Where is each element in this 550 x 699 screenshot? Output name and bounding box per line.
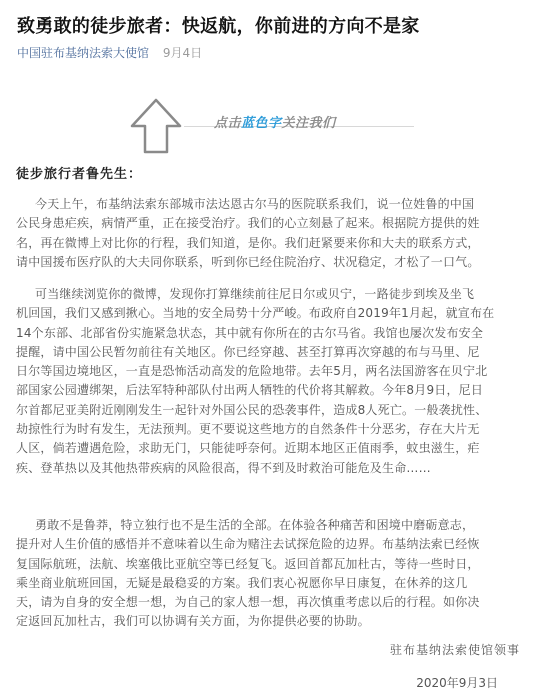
account-name-link[interactable]: 中国驻布基纳法索大使馆 [17, 46, 150, 60]
follow-banner-text[interactable] [214, 112, 336, 131]
letter-signature: 驻布基纳法索使馆领事 [389, 643, 520, 657]
paragraph-line: 劫掠性行为时有发生，无法预判。更不要说这些地方的自然条件十分恶劣，存在大片无 [16, 422, 480, 437]
paragraph-line: 定返回瓦加杜古，我们可以协调有关方面，为你提供必要的协助。 [16, 614, 370, 629]
paragraph-line: 14个东部、北部省份实施紧急状态，其中就有你所在的古尔马省。我馆也屡次发布安全 [16, 325, 484, 340]
follow-highlight[interactable]: 蓝色字 [241, 116, 282, 131]
paragraph-line: 人区，倘若遭遇危险，求助无门，只能徒呼奈何。近期本地区正值雨季，蚊虫滋生，疟 [16, 441, 480, 456]
paragraph-line: 机回国，我们又感到揪心。当地的安全局势十分严峻。布政府自2019年1月起，就宣布在 [16, 306, 495, 321]
paragraph-line: 乘坐商业航班回国，无疑是最稳妥的方案。我们衷心祝愿你早日康复，在休养的这几 [16, 575, 468, 590]
letter-greeting: 徒步旅行者鲁先生： [16, 167, 143, 182]
letter-date: 2020年9月3日 [416, 676, 498, 690]
paragraph-line: 日尔等国边境地区，一直是恐怖活动高发的危险地带。去年5月，两名法国游客在贝宁北 [16, 364, 488, 379]
paragraph-line: 请中国援布医疗队的大夫同你联系，听到你已经住院治疗、状况稳定，才松了一口气。 [16, 254, 480, 269]
paragraph-line: 部国家公园遭绑架，后法军特种部队付出两人牺牲的代价将其解救。今年8月9日，尼日 [16, 383, 484, 398]
paragraph-1 [16, 195, 532, 272]
paragraph-line: 公民身患疟疾，病情严重，正在接受治疗。我们的心立刻悬了起来。根据院方提供的姓 [16, 216, 480, 231]
paragraph-line: 提醒，请中国公民暂勿前往有关地区。你已经穿越、甚至打算再次穿越的布与马里、尼 [16, 344, 480, 359]
paragraph-line: 提升对人生价值的感悟并不意味着以生命为赌注去试探危险的边界。布基纳法索已经恢 [16, 537, 480, 552]
paragraph-line: 复国际航班，法航、埃塞俄比亚航空等已经复飞。返回首都瓦加杜古，等待一些时日， [16, 556, 480, 571]
follow-banner[interactable] [128, 97, 418, 155]
follow-prefix: 点击 [214, 116, 242, 131]
paragraph-line: 勇敢不是鲁莽，特立独行也不是生活的全部。在体验各种痛苦和困境中磨砺意志， [35, 518, 475, 532]
paragraph-line: 天，请为自身的安全想一想，为自己的家人想一想，再次慎重考虑以后的行程。如你决 [16, 595, 480, 610]
up-arrow-icon [128, 97, 184, 155]
paragraph-line: 今天上午，布基纳法索东部城市法达恩古尔马的医院联系我们，说一位姓鲁的中国 [35, 197, 475, 211]
paragraph-3 [16, 516, 532, 632]
follow-suffix: 关注我们 [281, 116, 336, 131]
paragraph-2 [16, 285, 532, 478]
article-meta [17, 44, 202, 61]
paragraph-line: 名，再在微博上对比你的行程，我们知道，是你。我们赶紧要来你和大夫的联系方式， [16, 235, 480, 250]
article-title: 致勇敢的徒步旅者：快返航，你前进的方向不是家 [17, 16, 420, 37]
publish-date: 9月4日 [162, 46, 203, 60]
paragraph-line: 可当继续浏览你的微博，发现你打算继续前往尼日尔或贝宁，一路徒步到埃及坐飞 [35, 287, 475, 301]
paragraph-line: 疾、登革热以及其他热带疾病的风险很高，得不到及时救治可能危及生命…… [16, 460, 431, 475]
paragraph-line: 尔首都尼亚美附近刚刚发生一起针对外国公民的恐袭事件，造成8人死亡。一般袭扰性、 [16, 402, 488, 417]
